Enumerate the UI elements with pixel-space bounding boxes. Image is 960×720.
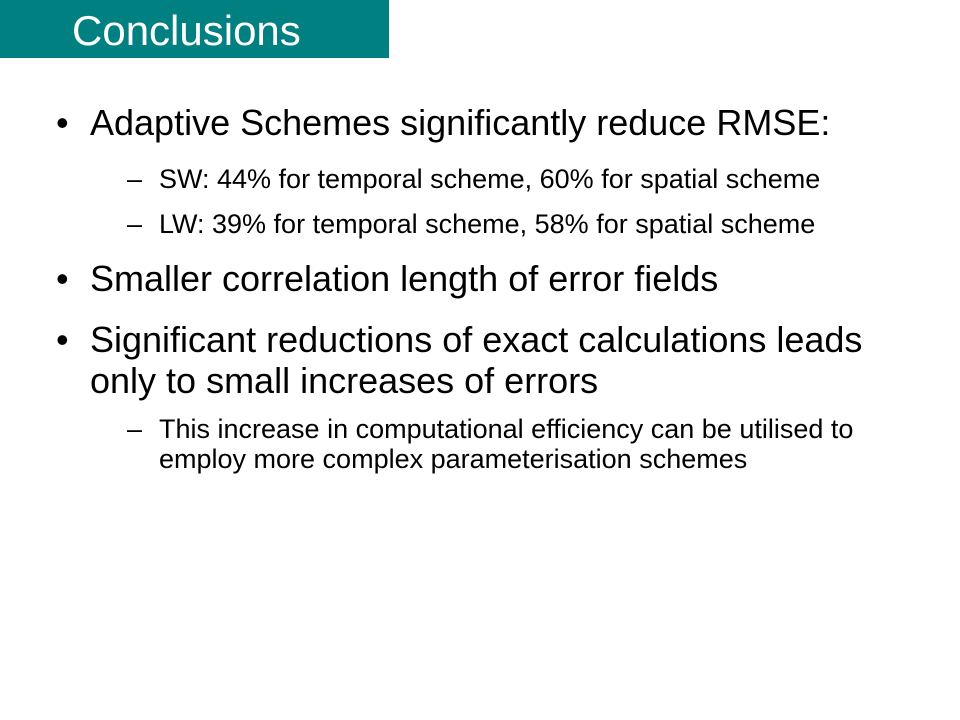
sub-bullet-text: LW: 39% for temporal scheme, 58% for spatial scheme [159,209,816,239]
sub-bullet-text: SW: 44% for temporal scheme, 60% for spatial scheme [159,164,821,194]
sub-bullet-marker: – [127,414,143,444]
bullet-text: Adaptive Schemes significantly reduce RMSE: [90,102,831,143]
sub-bullet-marker: – [127,164,143,194]
sub-bullet-item [127,164,926,194]
slide-content [56,102,926,474]
bullet-item [56,258,926,299]
bullet-item [56,102,926,143]
bullet-marker: • [56,102,69,143]
sub-bullet-marker: – [127,209,143,239]
bullet-text: Smaller correlation length of error fields [90,258,719,299]
bullet-marker: • [56,319,69,360]
title-bar [0,0,389,58]
bullet-marker: • [56,258,69,299]
bullet-text: Significant reductions of exact calculations leads only to small increases of errors [90,319,863,401]
sub-bullet-item [127,414,926,474]
sub-bullet-item [127,209,926,239]
bullet-item [56,319,926,401]
sub-bullet-text: This increase in computational efficiency can be utilised to employ more complex parameterisation schemes [159,414,854,474]
slide-title: Conclusions [72,7,301,54]
